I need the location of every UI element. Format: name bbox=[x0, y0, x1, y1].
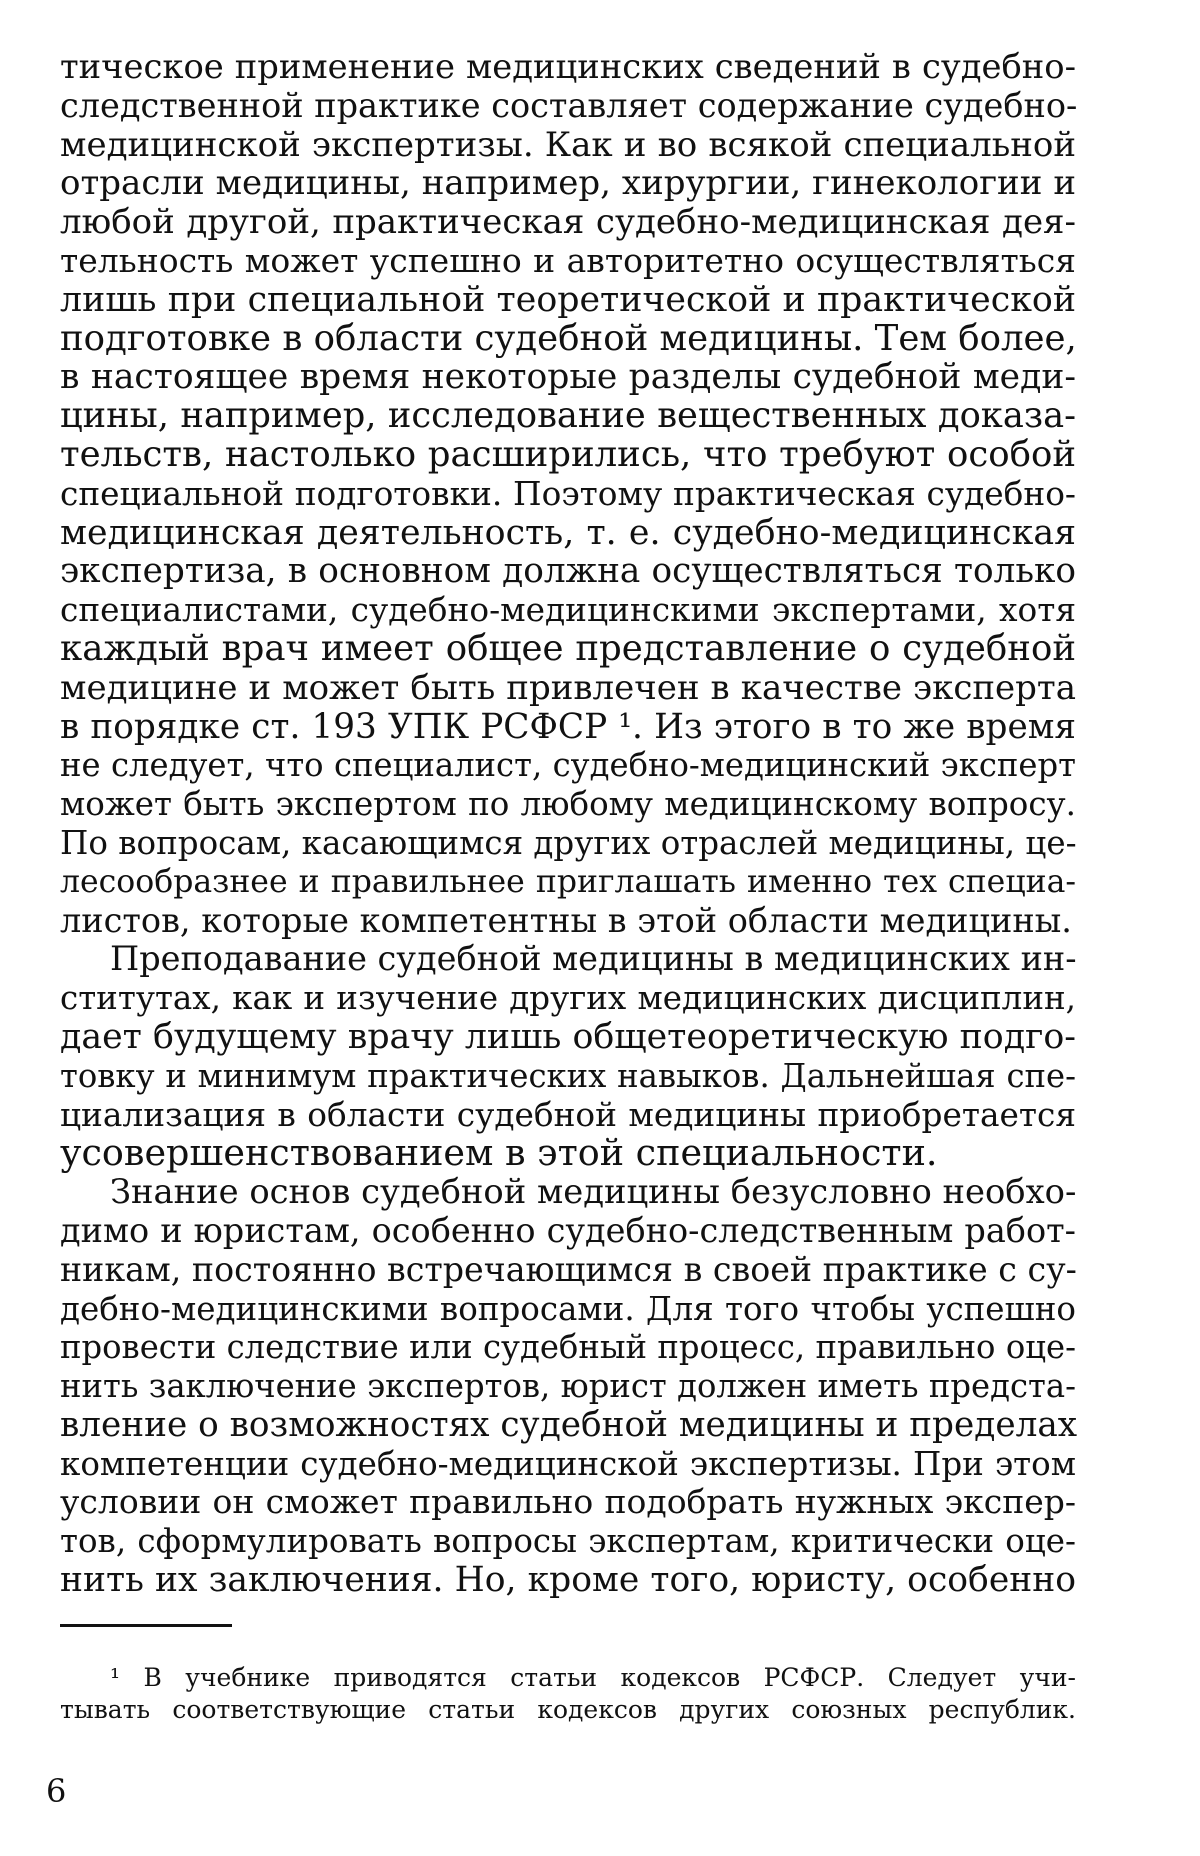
text-line: цины, например, исследование вещественных доказа- bbox=[60, 395, 1076, 437]
text-line: специальной подготовки. Поэтому практическая судебно- bbox=[60, 474, 1076, 513]
text-line: листов, которые компетентны в этой области медицины. bbox=[60, 900, 1072, 940]
text-line: ститутах, как и изучение других медицинских дисциплин, bbox=[60, 979, 1076, 1018]
text-line: провести следствие или судебный процесс, правильно оце- bbox=[60, 1328, 1076, 1367]
text-line: медицинская деятельность, т. е. судебно-медицинская bbox=[60, 512, 1076, 553]
text-line: нить заключение экспертов, юрист должен иметь предста- bbox=[60, 1367, 1076, 1406]
text-line: в порядке ст. 193 УПК РСФСР ¹. Из этого в то же время bbox=[60, 706, 1076, 747]
text-line: товку и минимум практических навыков. Дальнейшая спе- bbox=[60, 1056, 1076, 1095]
text-line: тов, сформулировать вопросы экспертам, критически оце- bbox=[60, 1522, 1076, 1561]
text-line: усовершенствованием в этой специальности. bbox=[60, 1131, 938, 1175]
main-text bbox=[60, 48, 1076, 1600]
paragraph-start-line: Знание основ судебной медицины безусловно необхо- bbox=[110, 1172, 1077, 1212]
text-line: медицине и может быть привлечен в качестве эксперта bbox=[60, 667, 1076, 708]
footnote-line: тывать соответствующие статьи кодексов других союзных республик. bbox=[60, 1695, 1076, 1724]
text-line: дебно-медицинскими вопросами. Для того чтобы успешно bbox=[60, 1289, 1076, 1328]
footnote-line: ¹ В учебнике приводятся статьи кодексов РСФСР. Следует учи- bbox=[110, 1663, 1076, 1692]
text-line: не следует, что специалист, судебно-медицинский эксперт bbox=[60, 746, 1076, 785]
footnote-separator bbox=[60, 1624, 232, 1627]
text-line: медицинской экспертизы. Как и во всякой специальной bbox=[60, 124, 1076, 165]
text-line: димо и юристам, особенно судебно-следственным работ- bbox=[60, 1210, 1076, 1250]
text-line: тическое применение медицинских сведений в судебно- bbox=[60, 47, 1076, 86]
text-line: подготовке в области судебной медицины. Тем более, bbox=[60, 317, 1077, 359]
text-line: дает будущему врачу лишь общетеоретическую подго- bbox=[60, 1016, 1076, 1057]
paragraph-start-line: Преподавание судебной медицины в медицинских ин- bbox=[110, 939, 1077, 979]
text-line: тельность может успешно и авторитетно осуществляться bbox=[60, 240, 1076, 280]
text-line: следственной практике составляет содержание судебно- bbox=[60, 85, 1078, 125]
text-line: циализация в области судебной медицины приобретается bbox=[60, 1095, 1076, 1134]
text-line: никам, постоянно встречающимся в своей практике с су- bbox=[60, 1249, 1077, 1289]
text-line: нить их заключения. Но, кроме того, юристу, особенно bbox=[60, 1560, 1076, 1601]
text-line: По вопросам, касающимся других отраслей медицины, це- bbox=[60, 823, 1077, 862]
text-line: специалистами, судебно-медицинскими экспертами, хотя bbox=[60, 591, 1076, 630]
page-number: 6 bbox=[46, 1772, 67, 1810]
text-line: лишь при специальной теоретической и практической bbox=[60, 279, 1076, 320]
text-line: в настоящее время некоторые разделы судебной меди- bbox=[60, 357, 1076, 398]
footnote bbox=[60, 1662, 1076, 1726]
text-line: условии он сможет правильно подобрать нужных экспер- bbox=[60, 1482, 1076, 1522]
text-line: любой другой, практическая судебно-медицинская дея- bbox=[60, 202, 1076, 243]
text-line: каждый врач имеет общее представление о судебной bbox=[60, 627, 1076, 669]
text-line: лесообразнее и правильнее приглашать именно тех специа- bbox=[60, 863, 1076, 900]
text-line: отрасли медицины, например, хирургии, гинекологии и bbox=[60, 163, 1076, 204]
text-line: вление о возможностях судебной медицины и пределах bbox=[60, 1404, 1078, 1445]
text-line: экспертиза, в основном должна осуществляться только bbox=[60, 551, 1076, 592]
text-line: компетенции судебно-медицинской экспертизы. При этом bbox=[60, 1444, 1076, 1483]
text-line: может быть экспертом по любому медицинскому вопросу. bbox=[60, 785, 1076, 824]
text-line: тельств, настолько расширились, что требуют особой bbox=[60, 433, 1076, 475]
